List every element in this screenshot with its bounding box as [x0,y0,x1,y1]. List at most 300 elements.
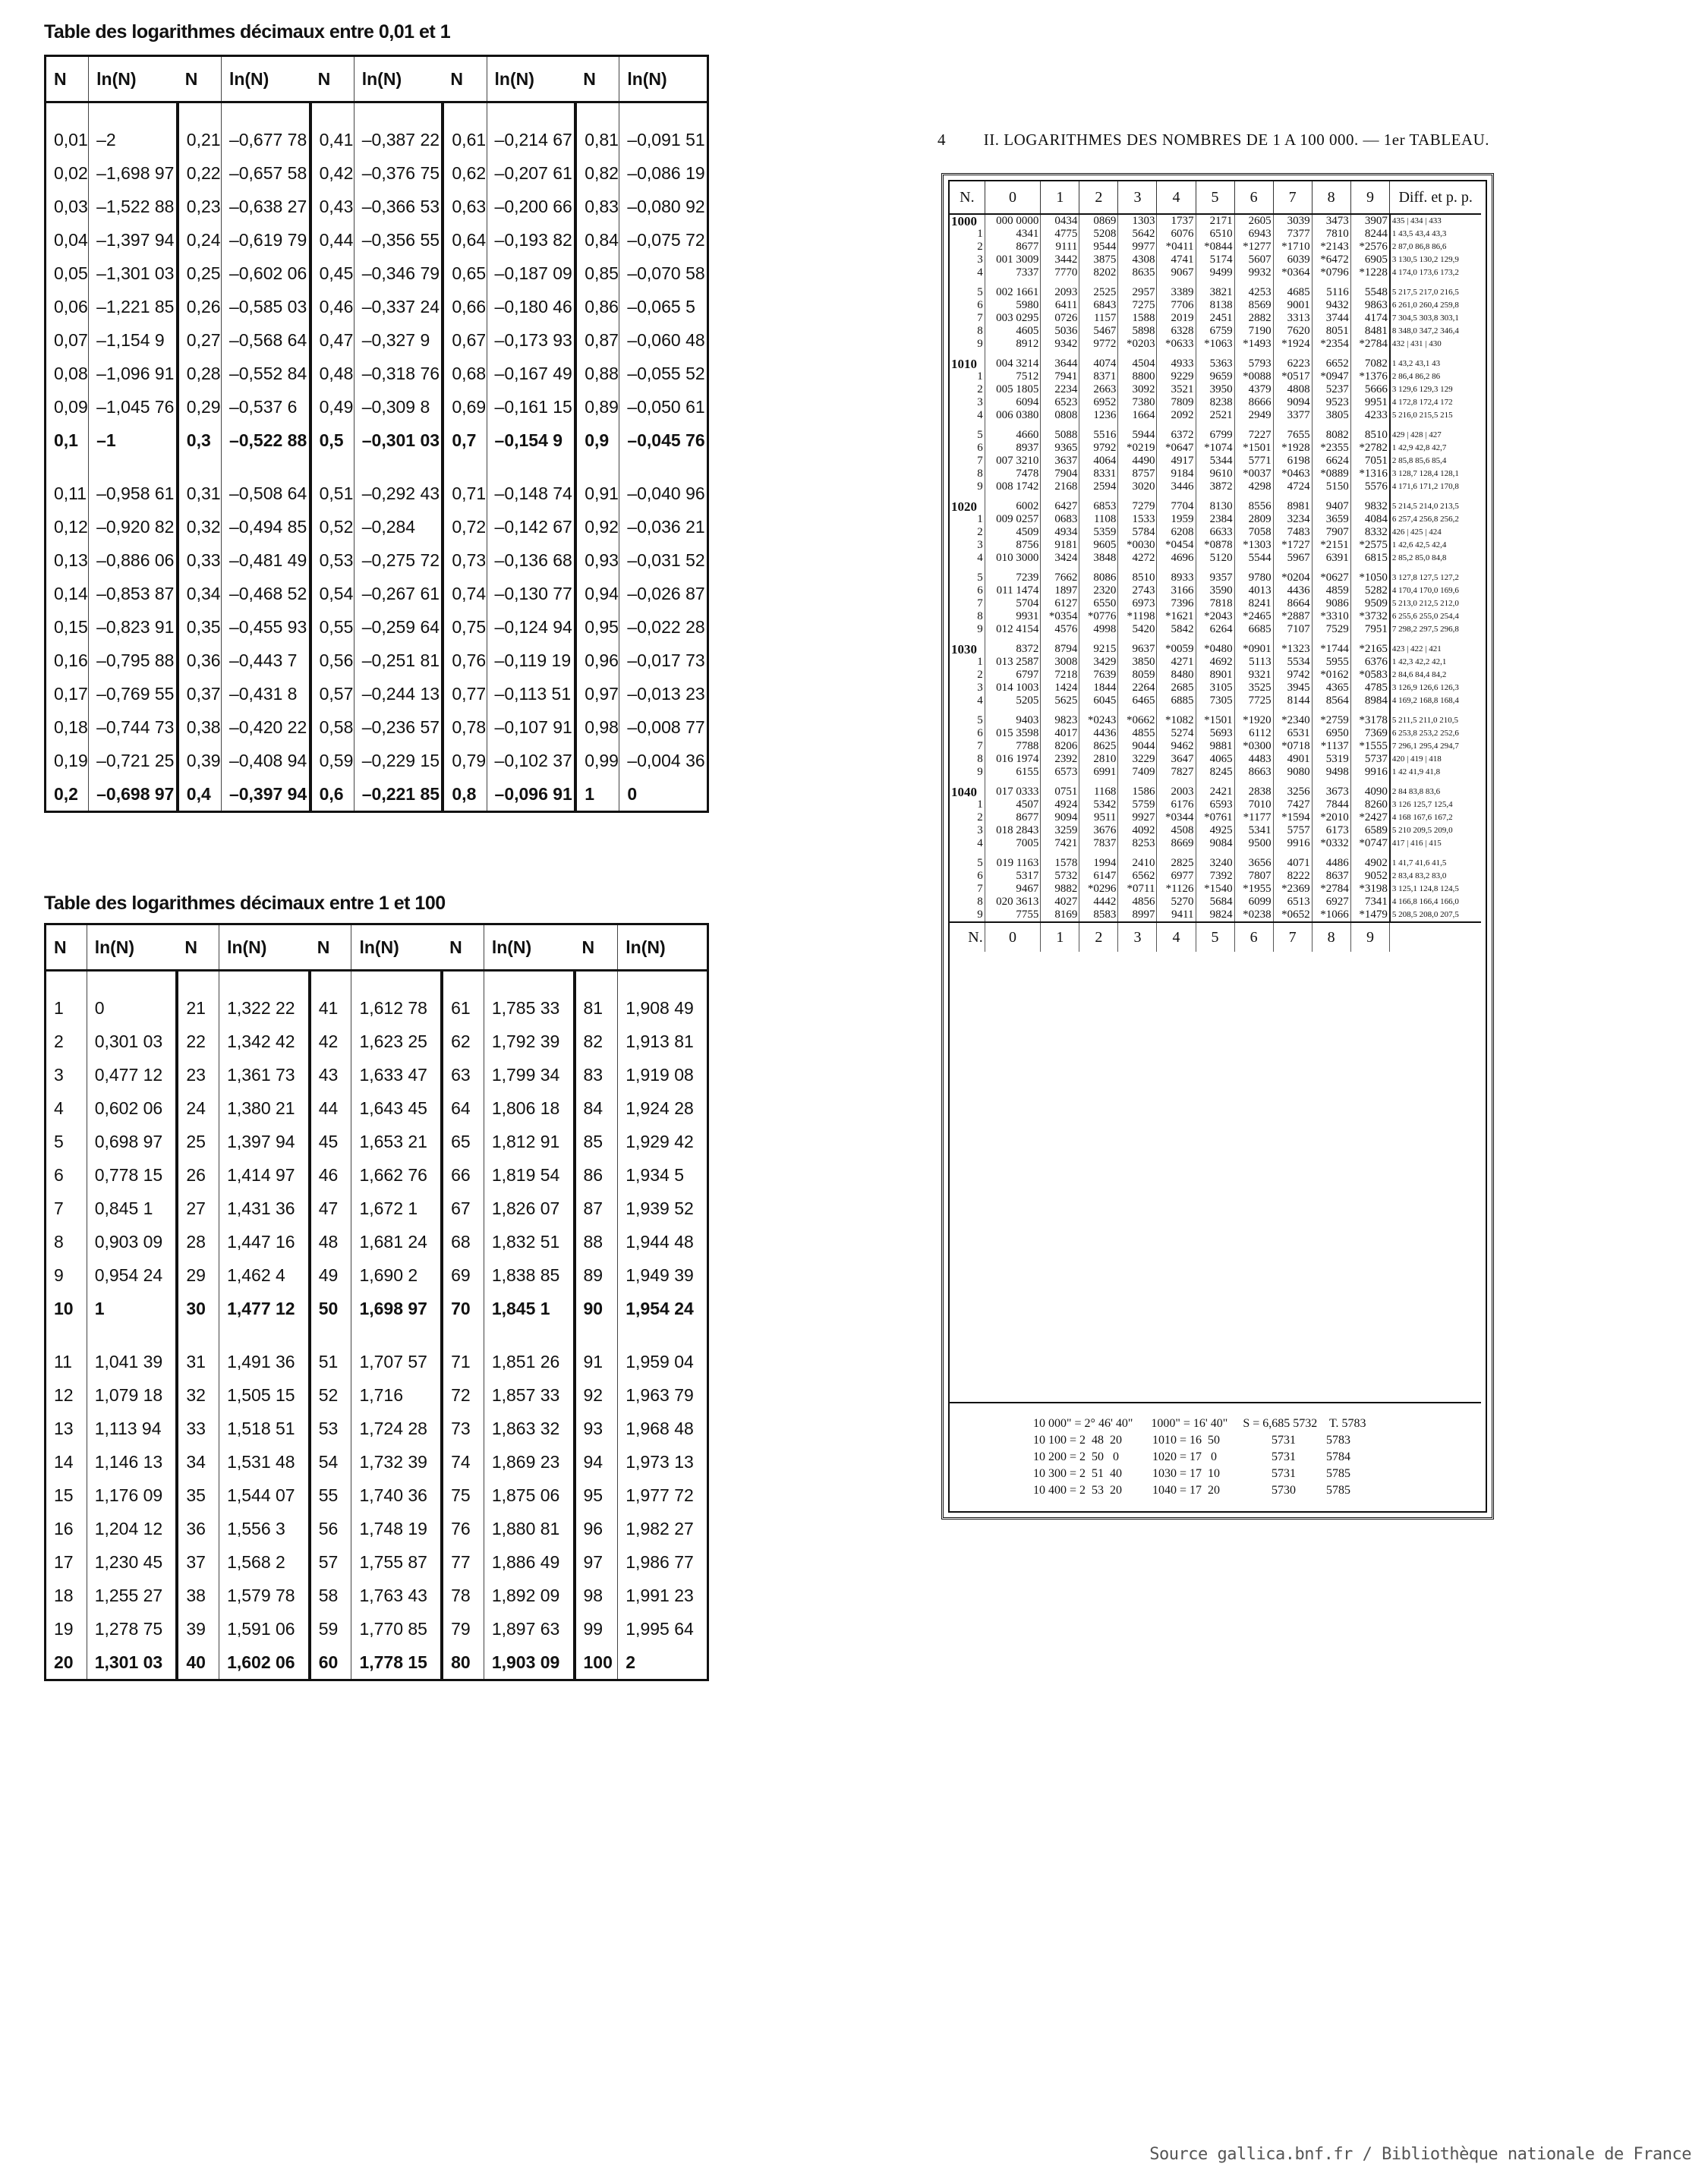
mantissa-cell: 0751 [1041,779,1079,798]
cell-log: 1,462 4 [219,1258,310,1292]
table-row [46,610,708,644]
page-title: II. LOGARITHMES DES NOMBRES DE 1 A 100 000. — 1er TABLEAU. [983,131,1490,149]
table-row [46,991,708,1025]
mantissa-cell: 8253 [1118,837,1157,850]
table-row [46,1512,708,1545]
table-row [950,351,1481,370]
cell-n: 0,13 [54,550,88,570]
mantissa-cell: 4785 [1350,682,1390,694]
mantissa-cell: 9916 [1273,837,1312,850]
spacer-cell [89,102,178,124]
mantissa-cell: 6815 [1350,552,1390,565]
mantissa-cell: 2093 [1041,279,1079,299]
cell-log: –0,387 22 [354,123,443,156]
diff-cell: 1 42 41,9 41,8 [1390,766,1481,779]
mantissa-cell: 3313 [1273,312,1312,325]
mantissa-cell: 9080 [1273,766,1312,779]
row-label: 4 [977,409,983,421]
mantissa-cell: 7227 [1234,422,1273,442]
mantissa-cell: 5544 [1234,552,1273,565]
mantissa-cell: *0796 [1312,266,1350,279]
cell-log: 1,845 1 [484,1292,574,1325]
cell-n: 76 [442,1512,484,1545]
mantissa-cell: 2171 [1196,214,1234,228]
cell-n: 0,4 [178,777,222,812]
mantissa-cell: 4692 [1196,656,1234,669]
mantissa-cell: *0037 [1234,468,1273,480]
mantissa-cell: 5898 [1118,325,1157,338]
cell-n: 94 [575,1445,618,1479]
cell-log: –0,522 88 [221,424,310,457]
row-label: 4 [977,266,983,279]
row-label: 3 [977,682,983,694]
cell-log: 1,785 33 [484,991,574,1025]
mantissa-cell: 8480 [1157,669,1196,682]
spacer-cell [575,971,618,992]
diff-cell: 3 126 125,7 125,4 [1390,798,1481,811]
row-label: 4 [977,694,983,707]
mantissa-cell: 001 3009 [985,254,1041,266]
cell-log: –1 [89,424,178,457]
mantissa-cell: 0726 [1041,312,1079,325]
cell-n: 64 [442,1091,484,1125]
cell-n: 0,78 [443,710,487,744]
mantissa-cell: 6328 [1157,325,1196,338]
diff-cell: 4 166,8 166,4 166,0 [1390,896,1481,909]
mantissa-cell: 3020 [1118,480,1157,493]
cell-n: 52 [310,1378,351,1412]
row-label: 7 [977,883,983,895]
cell-n: 62 [442,1025,484,1058]
cell-log: 1,903 09 [484,1645,574,1680]
cell-log: 1,755 87 [351,1545,442,1579]
mantissa-cell: 3105 [1196,682,1234,694]
cell-log: 1,568 2 [219,1545,310,1579]
mantissa-cell: 6376 [1350,656,1390,669]
table-row [46,1645,708,1680]
cell-log: 1,602 06 [219,1645,310,1680]
mantissa-cell: 6562 [1118,870,1157,883]
mantissa-cell: 7837 [1079,837,1118,850]
cell-log: 1,698 97 [351,1292,442,1325]
spacer-cell [310,102,355,124]
mantissa-cell: 5842 [1157,623,1196,636]
mantissa-cell: *0454 [1157,539,1196,552]
mantissa-cell: 2809 [1234,513,1273,526]
cell-log: 1,414 97 [219,1158,310,1192]
cell-n: 32 [177,1378,219,1412]
cell-n: 17 [54,1551,74,1572]
cell-n: 93 [575,1412,618,1445]
row-label: 6 [977,727,983,739]
mantissa-cell: 8130 [1196,493,1234,513]
mantissa-cell: 6589 [1350,824,1390,837]
mantissa-cell: 4071 [1273,850,1312,870]
cell-log: 1,897 63 [484,1612,574,1645]
mantissa-cell: 7809 [1157,396,1196,409]
cell-n: 0,76 [443,644,487,677]
mantissa-cell: 0808 [1041,409,1079,422]
cell-log: –0,244 13 [354,677,443,710]
mantissa-cell: 4436 [1273,584,1312,597]
row-label: 1 [977,513,983,525]
column-header: Diff. et p. p. [1390,181,1481,214]
mantissa-cell: 3229 [1118,753,1157,766]
conversion-footer [950,1402,1481,1510]
cell-log: 1,880 81 [484,1512,574,1545]
cell-n: 21 [177,991,219,1025]
table-row [950,837,1481,850]
mantissa-cell: 8912 [985,338,1041,351]
mantissa-cell: 6264 [1196,623,1234,636]
cell-log: 1,724 28 [351,1412,442,1445]
cell-n: 70 [442,1292,484,1325]
table-row [46,1091,708,1125]
cell-log: –0,318 76 [354,357,443,390]
cell-log: –0,167 49 [487,357,575,390]
table-row [46,1025,708,1058]
mantissa-cell: 7239 [985,565,1041,584]
mantissa-cell: 8937 [985,442,1041,455]
mantissa-cell: *2784 [1350,338,1390,351]
cell-log: –0,376 75 [354,156,443,190]
cell-log: –0,036 21 [619,510,708,543]
cell-log: –2 [89,123,178,156]
cell-n: 0,63 [443,190,487,223]
cell-n: 22 [177,1025,219,1058]
cell-log: 1,869 23 [484,1445,574,1479]
mantissa-cell: 5642 [1118,228,1157,241]
mantissa-cell: 5420 [1118,623,1157,636]
spacer-cell [354,102,443,124]
mantissa-cell: 6510 [1196,228,1234,241]
mantissa-cell: 2410 [1118,850,1157,870]
cell-n: 0,03 [54,196,88,216]
cell-n: 0,79 [443,744,487,777]
mantissa-cell: 7279 [1118,493,1157,513]
mantissa-cell: *1744 [1312,636,1350,656]
cell-n: 42 [310,1025,351,1058]
cell-n: 78 [442,1579,484,1612]
mantissa-cell: 7305 [1196,694,1234,707]
mantissa-cell: *3732 [1350,610,1390,623]
cell-n: 27 [177,1192,219,1225]
mantissa-cell: 4855 [1118,727,1157,740]
cell-log: –0,494 85 [221,510,310,543]
cell-n: 89 [575,1258,618,1292]
diff-cell: 1 43,2 43,1 43 [1390,351,1481,370]
log-table-frame [941,173,1494,1520]
cell-log: –0,337 24 [354,290,443,323]
mantissa-cell: 5684 [1196,896,1234,909]
diff-cell: 5 216,0 215,5 215 [1390,409,1481,422]
row-label: 7 [977,312,983,324]
cell-log: 1,973 13 [618,1445,708,1479]
cell-n: 0,91 [575,477,619,510]
mantissa-cell: 4509 [985,526,1041,539]
table-row [950,610,1481,623]
cell-log: –1,301 03 [89,257,178,290]
cell-log: 0,845 1 [87,1192,177,1225]
cell-log: 0 [619,777,708,812]
mantissa-cell: 3656 [1234,850,1273,870]
cell-n: 0,99 [575,744,619,777]
cell-n: 45 [310,1125,351,1158]
mantissa-cell: 5534 [1273,656,1312,669]
column-header-ln: ln(N) [219,924,310,971]
mantissa-cell: 3850 [1118,656,1157,669]
cell-log: 1,792 39 [484,1025,574,1058]
table-row [46,1612,708,1645]
cell-n: 13 [54,1418,74,1438]
mantissa-cell: 4341 [985,228,1041,241]
cell-log: –0,366 53 [354,190,443,223]
cell-log: 0 [87,991,177,1025]
mantissa-cell: *1323 [1273,636,1312,656]
cell-log: –0,154 9 [487,424,575,457]
cell-log: 1,732 39 [351,1445,442,1479]
mantissa-cell: 7483 [1273,526,1312,539]
header-row [950,181,1481,214]
cell-log: –0,537 6 [221,390,310,424]
cell-n: 29 [177,1258,219,1292]
table-row [950,727,1481,740]
mantissa-cell: 3234 [1273,513,1312,526]
cell-n: 0,87 [575,323,619,357]
mantissa-cell: 1664 [1118,409,1157,422]
column-header-n: N [177,924,219,971]
mantissa-cell: *2354 [1312,338,1350,351]
mantissa-cell: *1198 [1118,610,1157,623]
table1-title: Table des logarithmes décimaux entre 0,01 et 1 [44,21,451,43]
table-row [950,493,1481,513]
spacer-cell [89,457,178,477]
mantissa-cell: 2092 [1157,409,1196,422]
table-row [950,325,1481,338]
row-label: 2 [977,241,983,253]
table-row [46,1545,708,1579]
mantissa-cell: 4856 [1118,896,1157,909]
mantissa-cell: 9432 [1312,299,1350,312]
mantissa-cell: 9342 [1041,338,1079,351]
mantissa-cell: 5150 [1312,480,1350,493]
mantissa-cell: 8481 [1350,325,1390,338]
mantissa-cell: 014 1003 [985,682,1041,694]
mantissa-cell: 4934 [1041,526,1079,539]
mantissa-cell: 5548 [1350,279,1390,299]
table-row [950,669,1481,682]
mantissa-cell: 4174 [1350,312,1390,325]
mantissa-cell: 1168 [1079,779,1118,798]
cell-n: 0,53 [310,543,355,577]
mantissa-cell: 9823 [1041,707,1079,727]
mantissa-cell: 9780 [1234,565,1273,584]
mantissa-cell: 6799 [1196,422,1234,442]
cell-n: 0,73 [443,543,487,577]
mantissa-cell: 6927 [1312,896,1350,909]
mantissa-cell: 1236 [1079,409,1118,422]
mantissa-cell: 3659 [1312,513,1350,526]
cell-n: 0,66 [443,290,487,323]
mantissa-cell: 9467 [985,883,1041,896]
mantissa-cell: 4017 [1041,727,1079,740]
mantissa-cell: 7051 [1350,455,1390,468]
mantissa-cell: 3389 [1157,279,1196,299]
mantissa-cell: 5174 [1196,254,1234,266]
cell-n: 7 [54,1198,64,1218]
table-row [46,1125,708,1158]
mantissa-cell: 7706 [1157,299,1196,312]
cell-n: 80 [442,1645,484,1680]
diff-cell: 1 42,6 42,5 42,4 [1390,539,1481,552]
cell-log: 1,681 24 [351,1225,442,1258]
cell-log: –0,744 73 [89,710,178,744]
cell-log: –0,481 49 [221,543,310,577]
cell-n: 0,11 [54,483,87,503]
row-label: 9 [977,338,983,350]
table-row [950,707,1481,727]
spacer-cell [221,102,310,124]
mantissa-cell: 5113 [1234,656,1273,669]
cell-n: 0,25 [178,257,222,290]
cell-log: –0,050 61 [619,390,708,424]
cell-log: –1,522 88 [89,190,178,223]
cell-n: 46 [310,1158,351,1192]
cell-log: 1,944 48 [618,1225,708,1258]
cell-n: 0,88 [575,357,619,390]
cell-log: 1,963 79 [618,1378,708,1412]
mantissa-cell: 6853 [1079,493,1118,513]
mantissa-cell: 5341 [1234,824,1273,837]
cell-n: 0,12 [54,516,88,537]
mantissa-cell: 4998 [1079,623,1118,636]
cell-n: 60 [310,1645,351,1680]
mantissa-cell: 6099 [1234,896,1273,909]
mantissa-cell: 8997 [1118,909,1157,922]
mantissa-cell: *2759 [1312,707,1350,727]
mantissa-cell: 7218 [1041,669,1079,682]
row-label: 8 [977,896,983,908]
cell-n: 0,95 [575,610,619,644]
mantissa-cell: 9498 [1312,766,1350,779]
row-label: 9 [977,766,983,778]
cell-n: 0,71 [443,477,487,510]
cell-log: 1,518 51 [219,1412,310,1445]
cell-n: 48 [310,1225,351,1258]
mantissa-cell: *0296 [1079,883,1118,896]
mantissa-cell: 8625 [1079,740,1118,753]
table-row [46,424,708,457]
mantissa-cell: *0718 [1273,740,1312,753]
spacer-cell [575,102,619,124]
cell-log: 1,934 5 [618,1158,708,1192]
spacer-cell [443,457,487,477]
mantissa-cell: *2887 [1273,610,1312,623]
cell-log: 1,380 21 [219,1091,310,1125]
mantissa-cell: 8677 [985,241,1041,254]
mantissa-cell: 6208 [1157,526,1196,539]
cell-log: –0,552 84 [221,357,310,390]
diff-cell: 7 298,2 297,5 296,8 [1390,623,1481,636]
column-header-ln: ln(N) [87,924,177,971]
cell-log: –0,853 87 [89,577,178,610]
mantissa-cell: 5666 [1350,383,1390,396]
mantissa-cell: 1994 [1079,850,1118,870]
cell-n: 43 [310,1058,351,1091]
mantissa-cell: 5576 [1350,480,1390,493]
mantissa-cell: 4365 [1312,682,1350,694]
mantissa-cell: 2421 [1196,779,1234,798]
mantissa-cell: 007 3210 [985,455,1041,468]
cell-n: 10 [54,1298,74,1318]
cell-n: 69 [442,1258,484,1292]
mantissa-cell: 4436 [1079,727,1118,740]
diff-cell: 2 85,8 85,6 85,4 [1390,455,1481,468]
block-number: 1020 [951,499,977,514]
diff-cell: 2 84 83,8 83,6 [1390,779,1481,798]
row-label: 7 [977,740,983,752]
mantissa-cell: 9509 [1350,597,1390,610]
mantissa-cell: 4576 [1041,623,1079,636]
spacer-cell [351,1325,442,1345]
table-row [950,584,1481,597]
cell-log: –0,142 67 [487,510,575,543]
mantissa-cell: 6633 [1196,526,1234,539]
cell-n: 15 [54,1485,74,1505]
mantissa-cell: *3178 [1350,707,1390,727]
table-row [46,323,708,357]
mantissa-cell: 1303 [1118,214,1157,228]
mantissa-cell: *0344 [1157,811,1196,824]
mantissa-cell: 9832 [1350,493,1390,513]
cell-n: 0,08 [54,363,88,383]
mantissa-cell: 4298 [1234,480,1273,493]
column-header: 0 [985,181,1041,214]
cell-n: 0,1 [54,430,78,450]
cell-n: 0,31 [178,477,222,510]
table-row [950,811,1481,824]
mantissa-cell: 5282 [1350,584,1390,597]
cell-log: –0,060 48 [619,323,708,357]
cell-log: –0,086 19 [619,156,708,190]
cell-n: 0,43 [310,190,355,223]
cell-log: 1,977 72 [618,1479,708,1512]
mantissa-cell: *0947 [1312,370,1350,383]
table-row [950,383,1481,396]
header-row [46,924,708,971]
cell-log: –0,568 64 [221,323,310,357]
mantissa-cell: 9523 [1312,396,1350,409]
mantissa-cell: 5319 [1312,753,1350,766]
table-row [46,1192,708,1225]
row-label: 3 [977,824,983,836]
mantissa-cell: 9977 [1118,241,1157,254]
diff-cell: 4 168 167,6 167,2 [1390,811,1481,824]
page-header [938,131,1489,150]
cell-n: 47 [310,1192,351,1225]
cell-n: 23 [177,1058,219,1091]
mantissa-cell: 7058 [1234,526,1273,539]
cell-n: 0,01 [54,129,88,150]
cell-log: 1,892 09 [484,1579,574,1612]
row-label: 5 [977,714,983,726]
cell-n: 0,18 [54,716,88,737]
mantissa-cell: 4917 [1157,455,1196,468]
diff-cell: 7 304,5 303,8 303,1 [1390,312,1481,325]
cell-log: –0,187 09 [487,257,575,290]
table-row [950,228,1481,241]
cell-n: 26 [177,1158,219,1192]
